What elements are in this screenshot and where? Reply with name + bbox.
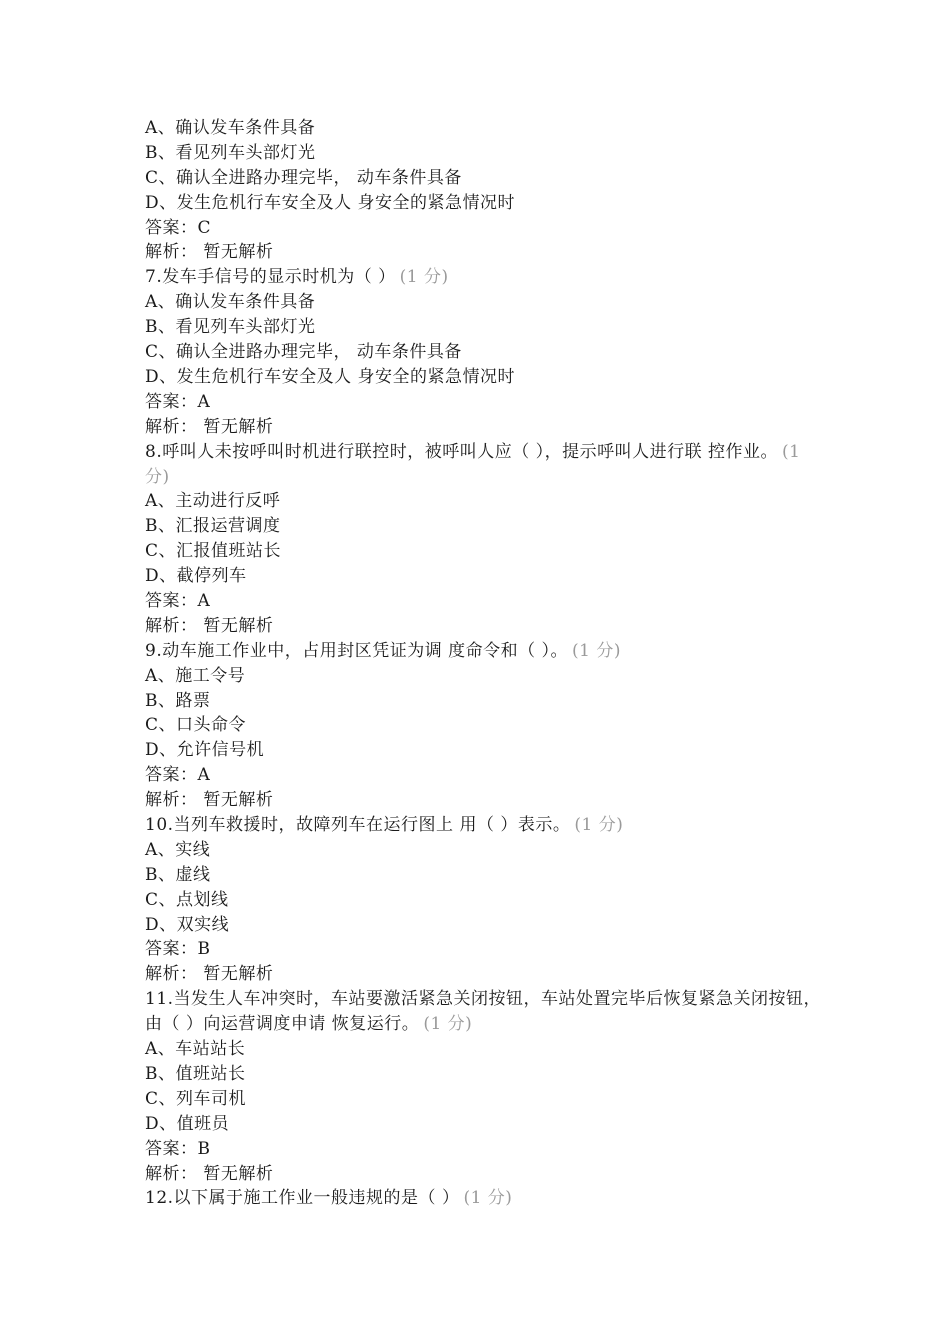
question-text: 9.动车施工作业中，占用封区凭证为调 度命令和（ ）。 bbox=[145, 640, 569, 661]
analysis-line bbox=[145, 962, 825, 987]
answer-option bbox=[145, 489, 825, 514]
question-text: 10.当列车救援时，故障列车在运行图上 用（ ）表示。 bbox=[145, 815, 571, 835]
option-text: D、允许信号机 bbox=[145, 740, 265, 761]
question-stem bbox=[145, 813, 825, 838]
answer-option bbox=[145, 365, 825, 390]
question-stem bbox=[145, 265, 825, 290]
option-text: A、车站站长 bbox=[145, 1039, 246, 1060]
option-text: B、看见列车头部灯光 bbox=[145, 142, 316, 163]
question-stem bbox=[145, 440, 825, 490]
analysis-text: 解析： 暂无解析 bbox=[145, 416, 274, 437]
option-text: D、发生危机行车安全及人 身安全的紧急情况时 bbox=[145, 366, 516, 387]
question-text: 11.当发生人车冲突时，车站要激活紧急关闭按钮，车站处置完毕后恢复紧急关闭按钮，由（ ）向运营调度申请 恢复运行。 bbox=[145, 989, 822, 1035]
answer-option bbox=[145, 1037, 825, 1062]
score-label: (1 分) bbox=[145, 441, 801, 487]
question-text: 12.以下属于施工作业一般违规的是（ ） bbox=[145, 1188, 460, 1209]
option-text: B、值班站长 bbox=[145, 1063, 246, 1084]
analysis-line bbox=[145, 415, 825, 440]
option-text: A、主动进行反呼 bbox=[145, 491, 281, 512]
option-text: B、虚线 bbox=[145, 864, 211, 885]
answer-option bbox=[145, 315, 825, 340]
answer-option bbox=[145, 564, 825, 589]
analysis-text: 解析： 暂无解析 bbox=[145, 1163, 274, 1184]
answer-line bbox=[145, 390, 825, 415]
answer-text: 答案：A bbox=[145, 391, 211, 412]
question-stem bbox=[145, 639, 825, 664]
answer-option bbox=[145, 689, 825, 714]
answer-option bbox=[145, 863, 825, 888]
option-text: C、列车司机 bbox=[145, 1088, 247, 1109]
option-text: C、确认全进路办理完毕， 动车条件具备 bbox=[145, 167, 462, 188]
option-text: A、确认发车条件具备 bbox=[145, 118, 316, 138]
answer-option bbox=[145, 1087, 825, 1112]
option-text: D、值班员 bbox=[145, 1113, 230, 1134]
answer-text: 答案：C bbox=[145, 217, 212, 238]
score-label: (1 分) bbox=[574, 815, 624, 835]
option-text: A、施工令号 bbox=[145, 665, 246, 686]
option-text: C、汇报值班站长 bbox=[145, 541, 282, 562]
answer-option bbox=[145, 340, 825, 365]
answer-option bbox=[145, 166, 825, 191]
answer-line bbox=[145, 589, 825, 614]
question-text: 7.发车手信号的显示时机为（ ） bbox=[145, 267, 396, 288]
question-stem bbox=[145, 1186, 825, 1211]
score-label: (1 分) bbox=[399, 267, 449, 288]
answer-option bbox=[145, 539, 825, 564]
score-label: (1 分) bbox=[463, 1188, 513, 1209]
answer-text: 答案：B bbox=[145, 939, 211, 960]
analysis-text: 解析： 暂无解析 bbox=[145, 615, 274, 636]
quiz-content bbox=[145, 116, 825, 1211]
option-text: B、看见列车头部灯光 bbox=[145, 317, 316, 338]
answer-text: 答案：A bbox=[145, 765, 211, 786]
option-text: D、发生危机行车安全及人 身安全的紧急情况时 bbox=[145, 192, 516, 213]
answer-option bbox=[145, 116, 825, 141]
option-text: D、双实线 bbox=[145, 914, 230, 935]
analysis-line bbox=[145, 788, 825, 813]
answer-option bbox=[145, 888, 825, 913]
answer-line bbox=[145, 763, 825, 788]
answer-option bbox=[145, 838, 825, 863]
analysis-text: 解析： 暂无解析 bbox=[145, 242, 274, 263]
analysis-text: 解析： 暂无解析 bbox=[145, 964, 274, 985]
analysis-line bbox=[145, 614, 825, 639]
analysis-line bbox=[145, 240, 825, 265]
analysis-text: 解析： 暂无解析 bbox=[145, 790, 274, 811]
answer-option bbox=[145, 191, 825, 216]
answer-line bbox=[145, 216, 825, 241]
option-text: B、汇报运营调度 bbox=[145, 516, 281, 537]
answer-option bbox=[145, 1062, 825, 1087]
question-stem bbox=[145, 987, 825, 1037]
score-label: (1 分) bbox=[423, 1014, 473, 1035]
question-text: 8.呼叫人未按呼叫时机进行联控时，被呼叫人应（ ），提示呼叫人进行联 控作业。 bbox=[145, 441, 779, 462]
score-label: (1 分) bbox=[572, 640, 622, 661]
option-text: D、截停列车 bbox=[145, 566, 247, 587]
option-text: C、口头命令 bbox=[145, 715, 247, 736]
option-text: B、路票 bbox=[145, 690, 211, 711]
option-text: C、点划线 bbox=[145, 889, 229, 910]
option-text: A、实线 bbox=[145, 839, 211, 860]
answer-option bbox=[145, 514, 825, 539]
answer-text: 答案：B bbox=[145, 1138, 211, 1159]
answer-option bbox=[145, 913, 825, 938]
analysis-line bbox=[145, 1162, 825, 1187]
answer-option bbox=[145, 738, 825, 763]
answer-option bbox=[145, 1112, 825, 1137]
answer-option bbox=[145, 141, 825, 166]
option-text: A、确认发车条件具备 bbox=[145, 292, 316, 313]
option-text: C、确认全进路办理完毕， 动车条件具备 bbox=[145, 342, 462, 363]
answer-option bbox=[145, 713, 825, 738]
answer-text: 答案：A bbox=[145, 590, 211, 611]
answer-option bbox=[145, 664, 825, 689]
answer-line bbox=[145, 1137, 825, 1162]
answer-option bbox=[145, 290, 825, 315]
answer-line bbox=[145, 937, 825, 962]
